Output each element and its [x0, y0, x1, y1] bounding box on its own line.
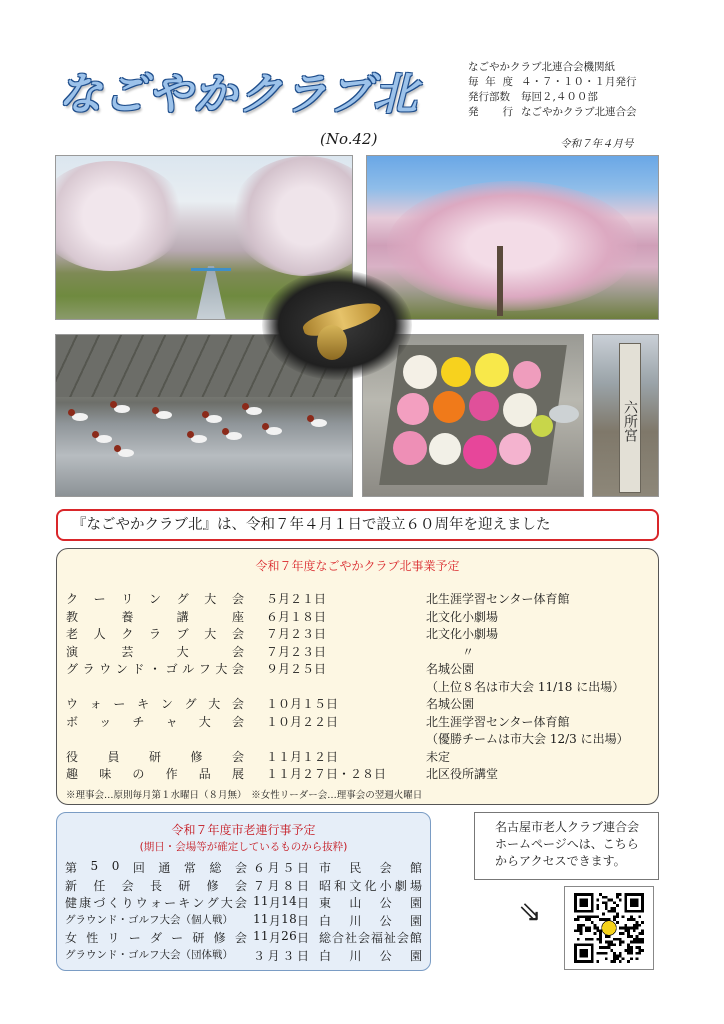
city-event-venue: 総 合 社 会 福 祉 会 館 [319, 931, 422, 945]
club-event-schedule [56, 548, 659, 805]
event-date: ７月２３日 [266, 644, 327, 659]
event-date: １０月２２日 [266, 714, 339, 729]
event-row [66, 730, 656, 748]
city-event-date: 1 1 月 1 4 日 [253, 894, 309, 910]
event-row [66, 695, 656, 713]
issue-date: 令和７年４月号 [560, 138, 634, 150]
homepage-line: ホームページへは、こちら [495, 837, 639, 851]
homepage-line: からアクセスできます。 [495, 854, 626, 868]
event-name: ウ ォ ー キ ン グ 大 会 [66, 697, 244, 711]
event-row [66, 678, 656, 696]
city-event-row [65, 947, 425, 965]
arrow-down-right-icon: ⇘ [518, 895, 542, 928]
homepage-line: 名古屋市老人クラブ連合会 [495, 820, 640, 834]
city-event-row [65, 929, 425, 947]
event-name: 教 養 講 座 [66, 609, 244, 624]
event-date: ５月２１日 [266, 592, 327, 606]
pubinfo-value: なごやかクラブ北連合会機関紙 [468, 61, 615, 73]
event-date: １１月２７日・２８日 [266, 767, 387, 781]
event-name: ボ ッ チ ャ 大 会 [66, 714, 244, 729]
event-venue: 北生涯学習センター体育館 [426, 714, 570, 729]
event-venue: 未定 [426, 749, 451, 764]
city-table [65, 859, 425, 964]
event-venue: 北文化小劇場 [426, 609, 499, 624]
city-event-venue: 白 川 公 園 [319, 913, 422, 928]
pubinfo-row [468, 90, 718, 105]
city-event-date: 1 1 月 2 6 日 [253, 929, 309, 945]
event-venue: 北区役所講堂 [426, 767, 499, 781]
event-row [66, 660, 656, 678]
pubinfo-value: なごやかクラブ北連合会 [521, 106, 637, 118]
event-venue: （優勝チームは市大会 12/3 に出場） [426, 732, 629, 746]
pubinfo-row [468, 60, 718, 75]
event-venue: 名城公園 [426, 697, 475, 711]
event-date: ９月２５日 [266, 662, 327, 676]
event-date: １０月１５日 [266, 697, 339, 711]
city-event-venue: 白 川 公 園 [319, 948, 422, 963]
city-event-name: グラウンド・ゴルフ大会（団体戦） [65, 948, 233, 961]
homepage-note [474, 812, 659, 880]
photo-golden-statue [262, 270, 412, 380]
event-venue: （上位８名は市大会 11/18 に出場） [426, 679, 625, 694]
city-event-name: 健 康 づ く り ウ ォ ー キ ン グ 大 会 [65, 896, 247, 910]
city-event-name: 新 任 会 長 研 修 会 [65, 878, 247, 893]
event-row [66, 590, 656, 608]
event-name: 老 人 ク ラ ブ 大 会 [66, 627, 244, 641]
pubinfo-value: 毎回２,４００部 [521, 91, 598, 103]
event-date: ６月１８日 [266, 609, 327, 624]
event-name: 演 芸 大 会 [66, 644, 244, 659]
event-date: ７月２３日 [266, 627, 327, 641]
event-row [66, 765, 656, 783]
shrine-sign-text: 六所宮 [619, 343, 641, 493]
newsletter-title: なごやかクラブ北 [58, 69, 418, 120]
events-note: ※理事会…原則毎月第１水曜日（８月無） ※女性リーダー会…理事会の翌週火曜日 [66, 790, 423, 801]
city-event-date: ７ 月 ８ 日 [253, 878, 309, 893]
event-venue: 名城公園 [426, 662, 475, 676]
pubinfo-key: 毎 年 度 [468, 76, 513, 88]
photo-shrine-sign [592, 334, 659, 497]
city-event-name: グラウンド・ゴルフ大会（個人戦） [65, 913, 233, 926]
pubinfo-value: ４・７・１０・１月発行 [521, 76, 637, 88]
city-event-venue: 昭 和 文 化 小 劇 場 [319, 878, 422, 893]
city-title: 令和７年度市老連行事予定 [171, 823, 316, 837]
city-event-venue: 市 民 会 館 [319, 861, 422, 875]
anniversary-banner: 『なごやかクラブ北』は、令和７年４月１日で設立６０周年を迎えました [56, 509, 659, 541]
event-date: １１月１２日 [266, 749, 339, 764]
event-name: 趣 味 の 作 品 展 [66, 767, 244, 781]
city-event-venue: 東 山 公 園 [319, 896, 422, 910]
city-event-row [65, 912, 425, 930]
events-title: 令和７年度なごやかクラブ北事業予定 [255, 559, 460, 573]
event-row [66, 748, 656, 766]
qr-code-icon [571, 893, 647, 963]
qr-code[interactable] [564, 886, 654, 970]
event-venue: 〃 [426, 644, 475, 659]
city-event-row [65, 859, 425, 877]
city-event-name: 女 性 リ ー ダ ー 研 修 会 [65, 931, 247, 945]
events-table [66, 590, 656, 783]
event-name: 役 員 研 修 会 [66, 749, 244, 764]
event-row [66, 625, 656, 643]
event-venue: 北生涯学習センター体育館 [426, 592, 570, 606]
city-event-row [65, 894, 425, 912]
event-name: ク ー リ ン グ 大 会 [66, 592, 244, 606]
city-event-name: 第 5 0 回 通 常 総 会 [65, 859, 247, 875]
city-event-date: ６ 月 ５ 日 [253, 861, 309, 875]
issue-number: (No.42) [320, 130, 378, 148]
pubinfo-key: 発行部数 [468, 91, 510, 103]
city-subtitle: (期日・会場等が確定しているものから抜粋) [139, 841, 348, 853]
photo-weeping-cherry [366, 155, 659, 320]
pubinfo-key: 発 行 [468, 106, 513, 118]
city-event-schedule [56, 812, 431, 971]
event-row [66, 713, 656, 731]
city-event-date: 1 1 月 1 8 日 [253, 911, 309, 928]
event-venue: 北文化小劇場 [426, 627, 499, 641]
publication-info [468, 60, 718, 120]
event-row [66, 643, 656, 661]
event-row [66, 608, 656, 626]
pubinfo-row [468, 75, 718, 90]
pubinfo-row [468, 105, 718, 120]
city-event-row [65, 877, 425, 895]
event-name: グ ラ ウ ン ド ・ ゴ ル フ 大 会 [66, 662, 244, 676]
city-event-date: ３ 月 ３ 日 [253, 948, 309, 963]
